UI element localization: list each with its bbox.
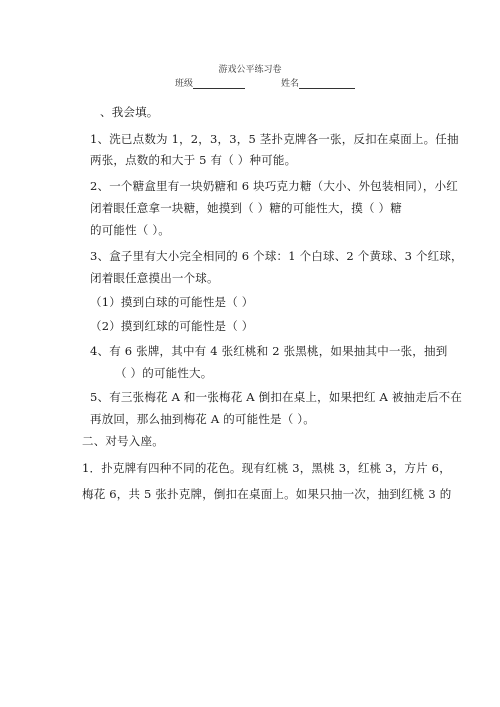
question-4-line-1: 4、有 6 张牌，其中有 4 张红桃和 2 张黑桃，如果抽其中一张，抽到: [90, 344, 448, 358]
question-2-line-1: 2、一个糖盒里有一块奶糖和 6 块巧克力糖（大小、外包装相同），小红: [90, 179, 458, 193]
question-1-line-2: 两张，点数的和大于 5 有（ ）种可能。: [90, 153, 297, 167]
section-2-heading: 二、对号入座。: [82, 434, 164, 448]
question-3-part-1: （1）摸到白球的可能性是（ ）: [90, 295, 254, 309]
question-3-part-2: （2）摸到红球的可能性是（ ）: [90, 319, 254, 333]
section-2-question-1-line-2: 梅花 6，共 5 张扑克牌，倒扣在桌面上。如果只抽一次，抽到红桃 3 的: [82, 487, 452, 501]
name-label: 姓名: [281, 79, 300, 89]
question-2-line-2: 闭着眼任意拿一块糖，她摸到（ ）糖的可能性大，摸（ ）糖: [90, 201, 402, 215]
worksheet-title: 游戏公平练习卷: [218, 65, 282, 75]
question-5-line-1: 5、有三张梅花 A 和一张梅花 A 倒扣在桌上，如果把红 A 被抽走后不在: [90, 390, 463, 404]
section-1-heading: 、我会填。: [100, 105, 159, 119]
question-4-line-2: （ ）的可能性大。: [115, 366, 213, 380]
student-info: [175, 76, 355, 89]
question-3-line-2: 闭着眼任意摸出一个球。: [90, 271, 219, 285]
class-blank[interactable]: [193, 78, 245, 89]
question-5-line-2: 再放回，那么抽到梅花 A 的可能性是（ ）。: [90, 412, 315, 426]
class-label: 班级: [175, 79, 194, 89]
name-blank[interactable]: [299, 78, 355, 89]
question-3-line-1: 3、盒子里有大小完全相同的 6 个球：1 个白球、2 个黄球、3 个红球，: [90, 249, 463, 263]
question-1-line-1: 1、洗已点数为 1，2，3，3，5 茎扑克牌各一张，反扣在桌面上。任抽: [90, 132, 459, 146]
section-2-question-1-line-1: 1．扑克牌有四种不同的花色。现有红桃 3，黑桃 3，红桃 3，方片 6，: [82, 461, 451, 475]
question-2-line-3: 的可能性（ ）。: [90, 223, 171, 237]
